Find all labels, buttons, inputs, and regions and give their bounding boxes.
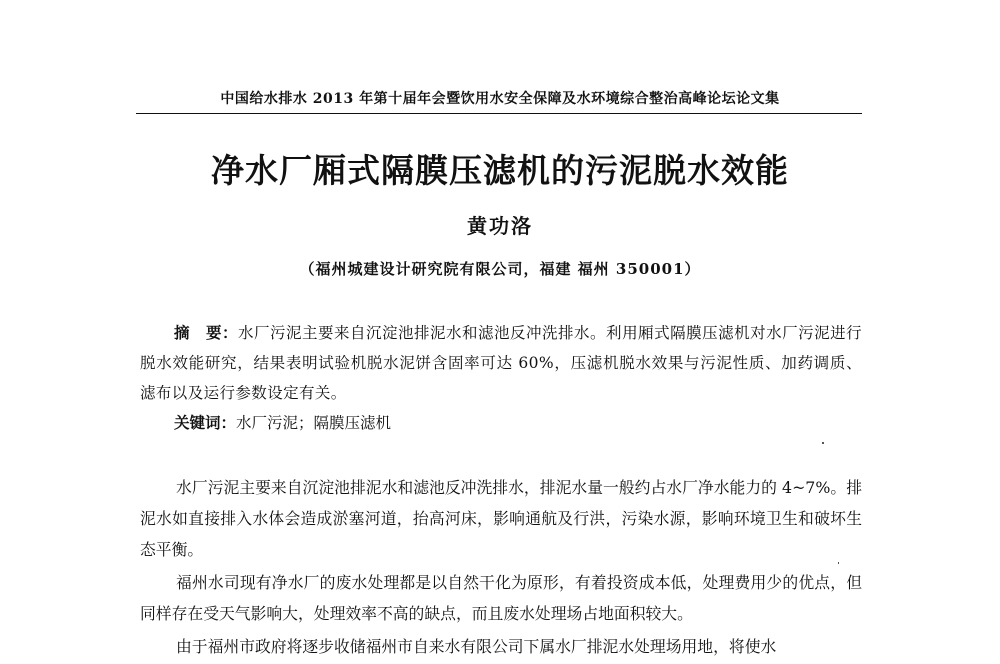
author-name: 黄功洛 — [467, 214, 533, 238]
body-paragraph-2: 福州水司现有净水厂的废水处理都是以自然干化为原形，有着投资成本低，处理费用少的优点，但同样存在受天气影响大，处理效率不高的缺点，而且废水处理场占地面积较大。 — [140, 573, 862, 623]
header-rule — [136, 113, 862, 114]
paper-title: 净水厂厢式隔膜压滤机的污泥脱水效能 — [211, 151, 789, 190]
abstract-text: 水厂污泥主要来自沉淀池排泥水和滤池反冲洗排水。利用厢式隔膜压滤机对水厂污泥进行脱水效能研究，结果表明试验机脱水泥饼含固率可达 60%，压滤机脱水效果与污泥性质、加药调质、滤布以及运行参数设定有关。 — [140, 324, 862, 402]
keywords — [174, 408, 862, 438]
keywords-label: 关键词： — [174, 414, 237, 432]
author-affiliation: （福州城建设计研究院有限公司，福建 福州 350001） — [299, 260, 701, 278]
scan-speck — [822, 442, 824, 444]
body-paragraph-1: 水厂污泥主要来自沉淀池排泥水和滤池反冲洗排水，排泥水量一般约占水厂净水能力的 4~7%。排泥水如直接排入水体会造成淤塞河道，抬高河床，影响通航及行洪，污染水源，影响环境卫生和破坏生态平衡。 — [140, 478, 862, 559]
keywords-text: 水厂污泥；隔膜压滤机 — [236, 414, 392, 432]
body-paragraph-3: 由于福州市政府将逐步收储福州市自来水有限公司下属水厂排泥水处理场用地，将使水 — [176, 637, 777, 656]
abstract-label: 摘 要： — [174, 324, 239, 342]
body-text — [140, 472, 862, 664]
abstract — [140, 318, 862, 408]
running-header: 中国给水排水 2013 年第十届年会暨饮用水安全保障及水环境综合整治高峰论坛论文集 — [220, 91, 780, 107]
scan-speck — [838, 562, 839, 564]
